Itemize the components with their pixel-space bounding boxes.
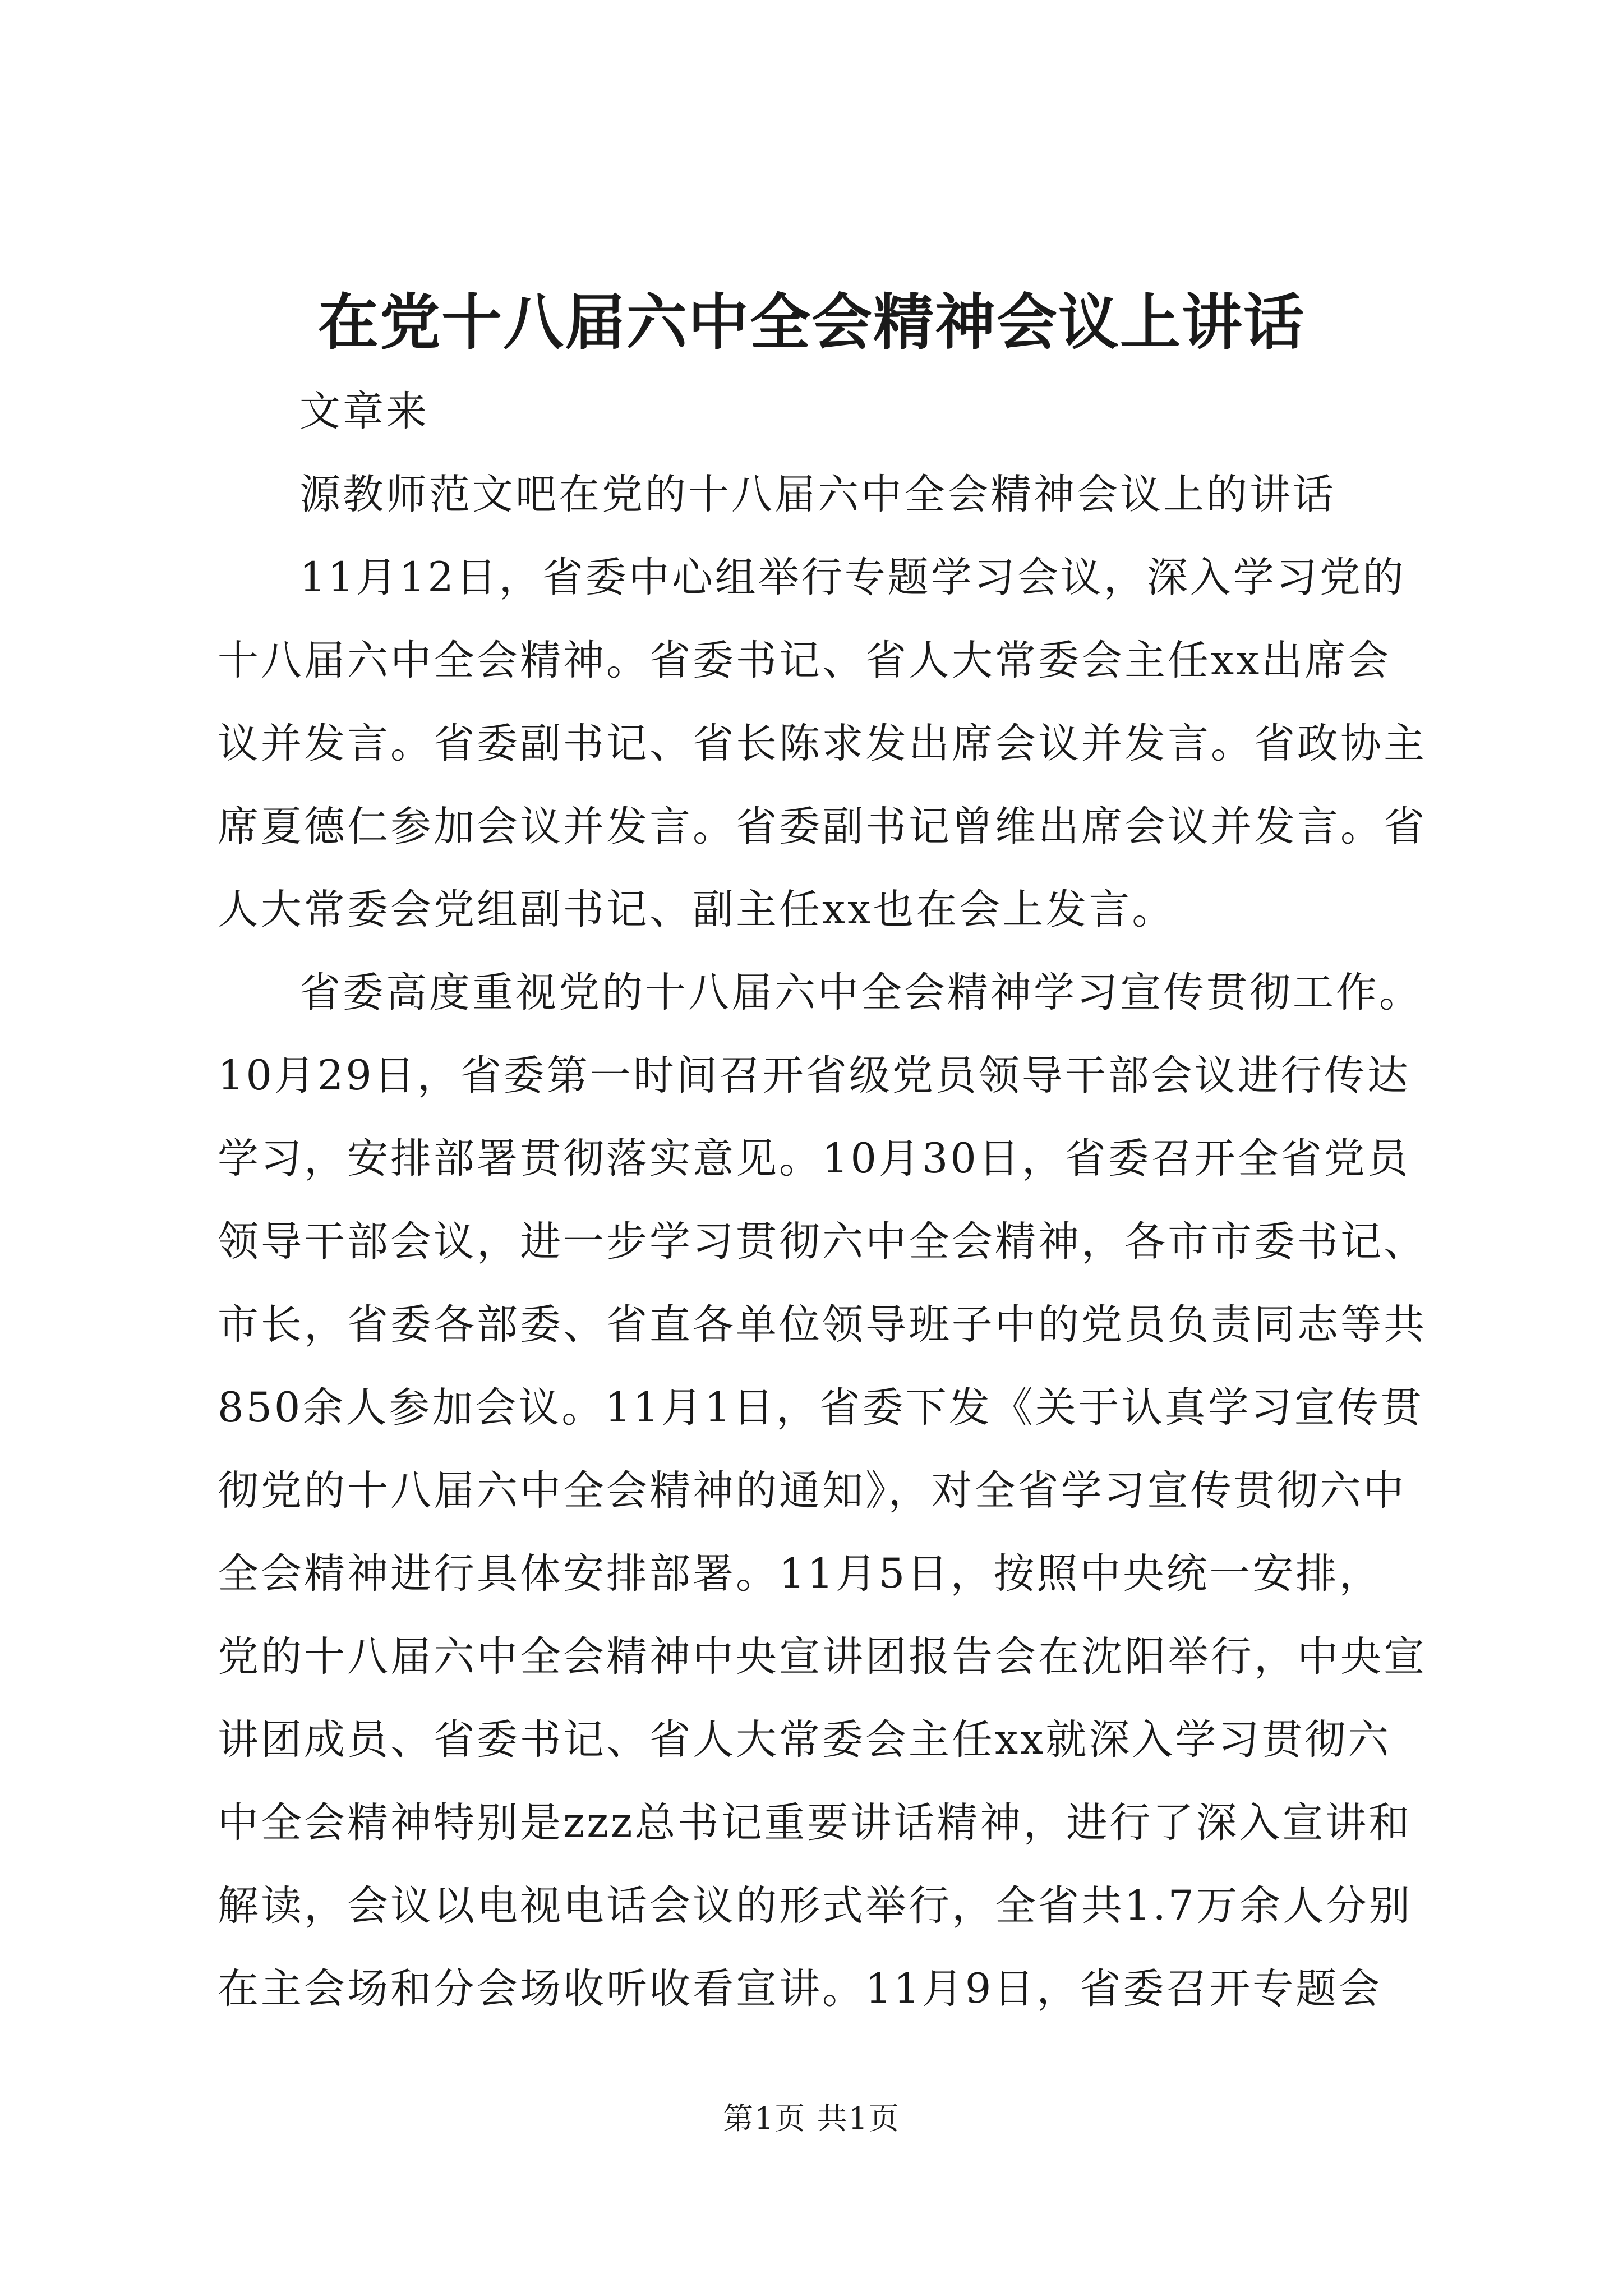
- paragraph-line: 850余人参加会议。11月1日，省委下发《关于认真学习宣传贯: [218, 1384, 1424, 1432]
- paragraph-line: 党的十八届六中全会精神中央宣讲团报告会在沈阳举行，中央宣: [218, 1633, 1427, 1681]
- paragraph-line: 源教师范文吧在党的十八届六中全会精神会议上的讲话: [299, 471, 1336, 518]
- paragraph-line: 中全会精神特别是zzz总书记重要讲话精神，进行了深入宣讲和: [218, 1799, 1412, 1847]
- paragraph-line: 解读，会议以电视电话会议的形式举行，全省共1.7万余人分别: [218, 1882, 1413, 1930]
- paragraph-line: 全会精神进行具体安排部署。11月5日，按照中央统一安排，: [218, 1550, 1382, 1598]
- paragraph-line: 11月12日，省委中心组举行专题学习会议，深入学习党的: [299, 554, 1406, 601]
- paragraph-line: 领导干部会议，进一步学习贯彻六中全会精神，各市市委书记、: [218, 1218, 1427, 1266]
- document-body: [218, 370, 1427, 2031]
- page-number-footer: 第1页 共1页: [723, 2101, 900, 2136]
- paragraph-line: 文章来: [299, 388, 429, 435]
- paragraph-line: 市长，省委各部委、省直各单位领导班子中的党员负责同志等共: [218, 1301, 1427, 1349]
- paragraph-line: 十八届六中全会精神。省委书记、省人大常委会主任xx出席会: [218, 637, 1391, 684]
- paragraph-line: 彻党的十八届六中全会精神的通知》，对全省学习宣传贯彻六中: [218, 1467, 1407, 1515]
- paragraph-line: 在主会场和分会场收听收看宣讲。11月9日，省委召开专题会: [218, 1965, 1382, 2013]
- paragraph-line: 10月29日，省委第一时间召开省级党员领导干部会议进行传达: [218, 1052, 1410, 1099]
- document-title: 在党十八届六中全会精神会议上讲话: [317, 287, 1305, 358]
- paragraph-line: 人大常委会党组副书记、副主任xx也在会上发言。: [218, 886, 1175, 933]
- paragraph-line: 席夏德仁参加会议并发言。省委副书记曾维出席会议并发言。省: [218, 803, 1427, 850]
- paragraph-line: 讲团成员、省委书记、省人大常委会主任xx就深入学习贯彻六: [218, 1716, 1391, 1764]
- paragraph-line: 议并发言。省委副书记、省长陈求发出席会议并发言。省政协主: [218, 720, 1427, 767]
- paragraph-line: 学习，安排部署贯彻落实意见。10月30日，省委召开全省党员: [218, 1135, 1410, 1182]
- paragraph-line: 省委高度重视党的十八届六中全会精神学习宣传贯彻工作。: [299, 969, 1422, 1016]
